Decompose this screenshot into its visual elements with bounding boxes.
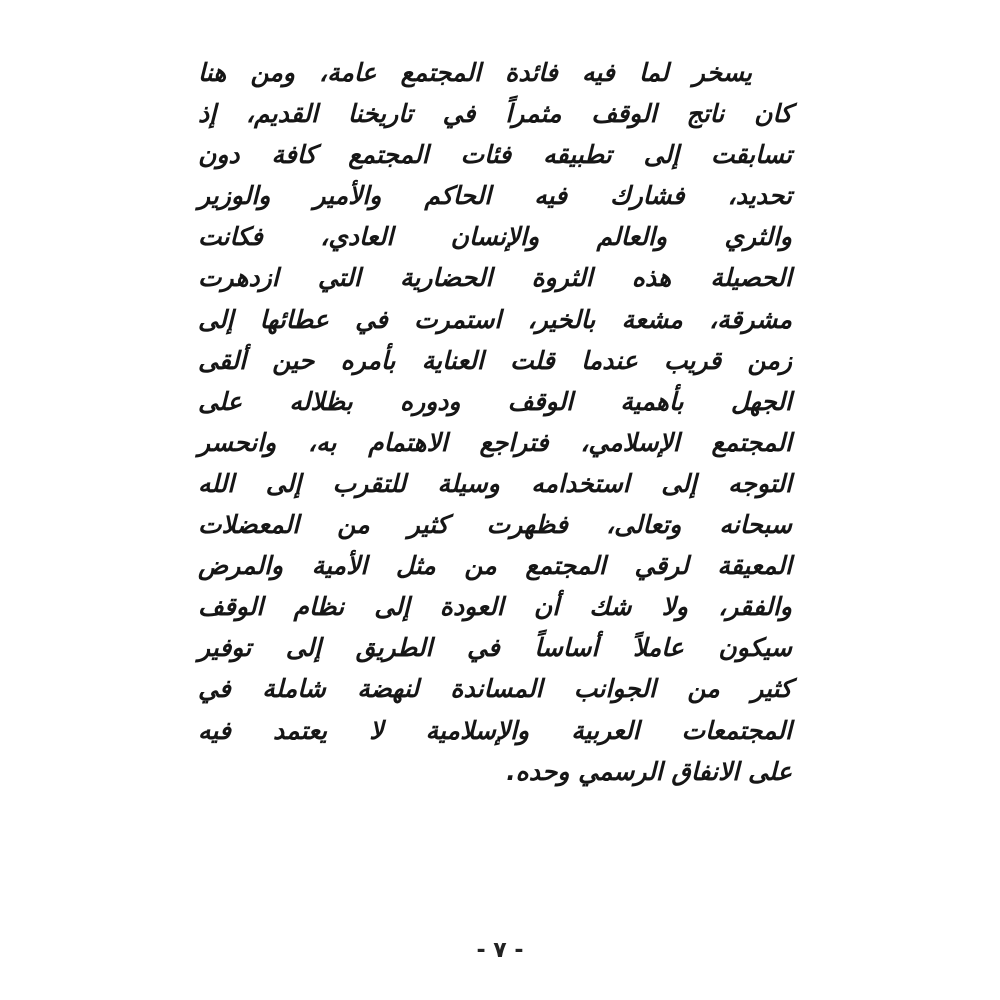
- text-line: تحديد، فشارك فيه الحاكم والأمير والوزير: [198, 181, 792, 211]
- text-line: والثري والعالم والإنسان العادي، فكانت: [198, 222, 792, 252]
- text-line: تسابقت إلى تطبيقه فئات المجتمع كافة دون: [198, 140, 792, 170]
- text-line: الجهل بأهمية الوقف ودوره بظلاله على: [198, 386, 792, 416]
- text-line: على الانفاق الرسمي وحده.: [506, 756, 792, 786]
- text-line: يسخر لما فيه فائدة المجتمع عامة، ومن هنا: [198, 58, 752, 87]
- text-line: الحصيلة هذه الثروة الحضارية التي ازدهرت: [198, 263, 792, 293]
- text-line: المجتمع الإسلامي، فتراجع الاهتمام به، وانحسر: [198, 427, 792, 457]
- text-line: التوجه إلى استخدامه وسيلة للتقرب إلى الله: [198, 468, 792, 498]
- text-line: المجتمعات العربية والإسلامية لا يعتمد فيه: [198, 715, 792, 745]
- page-number: - ٧ -: [476, 938, 524, 963]
- text-line: سيكون عاملاً أساساً في الطريق إلى توفير: [198, 633, 792, 663]
- text-line: مشرقة، مشعة بالخير، استمرت في عطائها إلى: [198, 304, 792, 334]
- text-line: كثير من الجوانب المساندة لنهضة شاملة في: [198, 674, 792, 704]
- body-text: [198, 52, 792, 792]
- text-line: المعيقة لرقي المجتمع من مثل الأمية والمرض: [198, 551, 792, 581]
- text-line: سبحانه وتعالى، فظهرت كثير من المعضلات: [198, 510, 792, 540]
- text-line: زمن قريب عندما قلت العناية بأمره حين ألقى: [198, 345, 792, 375]
- text-line: كان ناتج الوقف مثمراً في تاريخنا القديم، إذ: [198, 99, 792, 129]
- text-line: والفقر، ولا شك أن العودة إلى نظام الوقف: [198, 592, 792, 622]
